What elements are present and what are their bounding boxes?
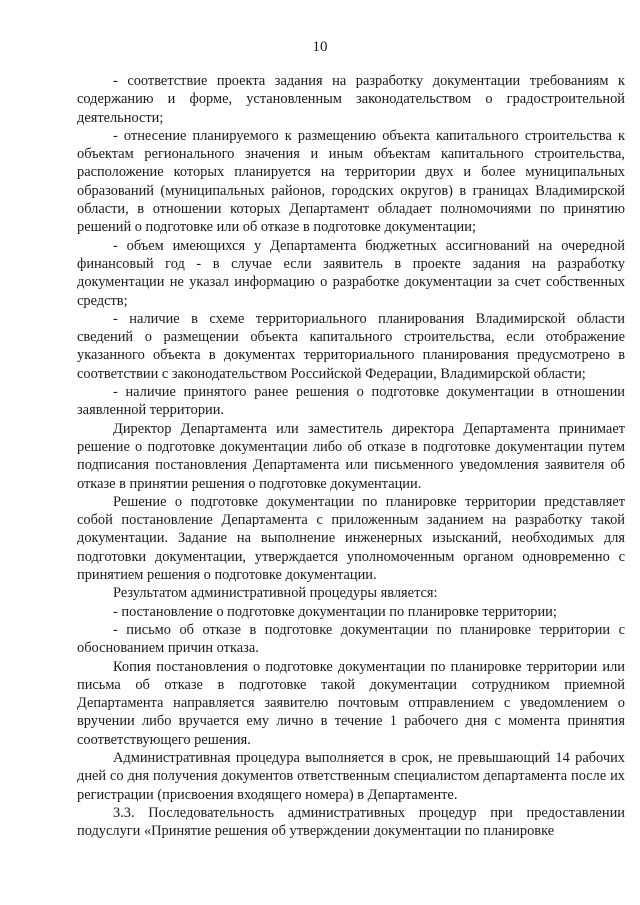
paragraph-requirement-compliance: - соответствие проекта задания на разработку документации требованиям к содержанию и форме, установленным законодательством о градостроительной деятельности;	[77, 73, 625, 126]
paragraph-copy-delivery: Копия постановления о подготовке документации по планировке территории или письма об отказе в подготовке такой документации сотрудником приемной Департамента направляется заявителю почтовым отправлением с уведомлением о вручении либо вручается ему лично в течение 1 рабочего дня с момента принятия соответствующего решения.	[77, 658, 625, 748]
paragraph-section-3-3: 3.3. Последовательность административных процедур при предоставлении подуслуги «Принятие решения об утверждении документации по планировке	[77, 804, 625, 840]
paragraph-decision-form: Решение о подготовке документации по планировке территории представляет собой постановление Департамента с приложенным заданием на разработку такой документации. Задание на выполнение инженерных изысканий, необходимых для подготовки документации, утверждается уполномоченным органом одновременно с принятием решения о подготовке документации.	[77, 493, 625, 584]
page-number: 10	[312, 39, 328, 55]
paragraph-territorial-scheme: - наличие в схеме территориального планирования Владимирской области сведений о размещении объекта капитального строительства, если отображение указанного объекта в документах территориального планирования предусмотрено в соответствии с законодательством Российской Федерации, Владимирской области;	[77, 310, 625, 382]
paragraph-prior-decision: - наличие принятого ранее решения о подготовке документации в отношении заявленной территории.	[77, 384, 625, 419]
paragraph-result-intro: Результатом административной процедуры является:	[113, 585, 438, 602]
paragraph-director-decision: Директор Департамента или заместитель директора Департамента принимает решение о подготовке документации либо об отказе в подготовке документации путем подписания постановления Департамента или письменного уведомления заявителя об отказе в принятии решения о подготовке документации.	[77, 420, 625, 492]
paragraph-budget-allocations: - объем имеющихся у Департамента бюджетных ассигнований на очередной финансовый год - в случае если заявитель в проекте задания на разработку документации не указал информацию о разработке документации за счет собственных средств;	[77, 237, 625, 309]
paragraph-result-refusal: - письмо об отказе в подготовке документации по планировке территории с обоснованием причин отказа.	[77, 621, 625, 657]
document-body	[77, 72, 625, 840]
paragraph-procedure-term: Административная процедура выполняется в срок, не превышающий 14 рабочих дней со дня получения документов ответственным специалистом департамента после их регистрации (присвоения входящего номера) в Департаменте.	[77, 749, 625, 803]
paragraph-regional-objects: - отнесение планируемого к размещению объекта капитального строительства к объектам регионального значения и иным объектам капитального строительства, расположение которых планируется на территории двух и более муниципальных образований (муниципальных районов, городских округов) в границах Владимирской области, в отношении которых Департамент обладает полномочиями по принятию решений о подготовке или об отказе в подготовке документации;	[77, 127, 625, 236]
paragraph-result-resolution: - постановление о подготовке документации по планировке территории;	[113, 603, 557, 620]
